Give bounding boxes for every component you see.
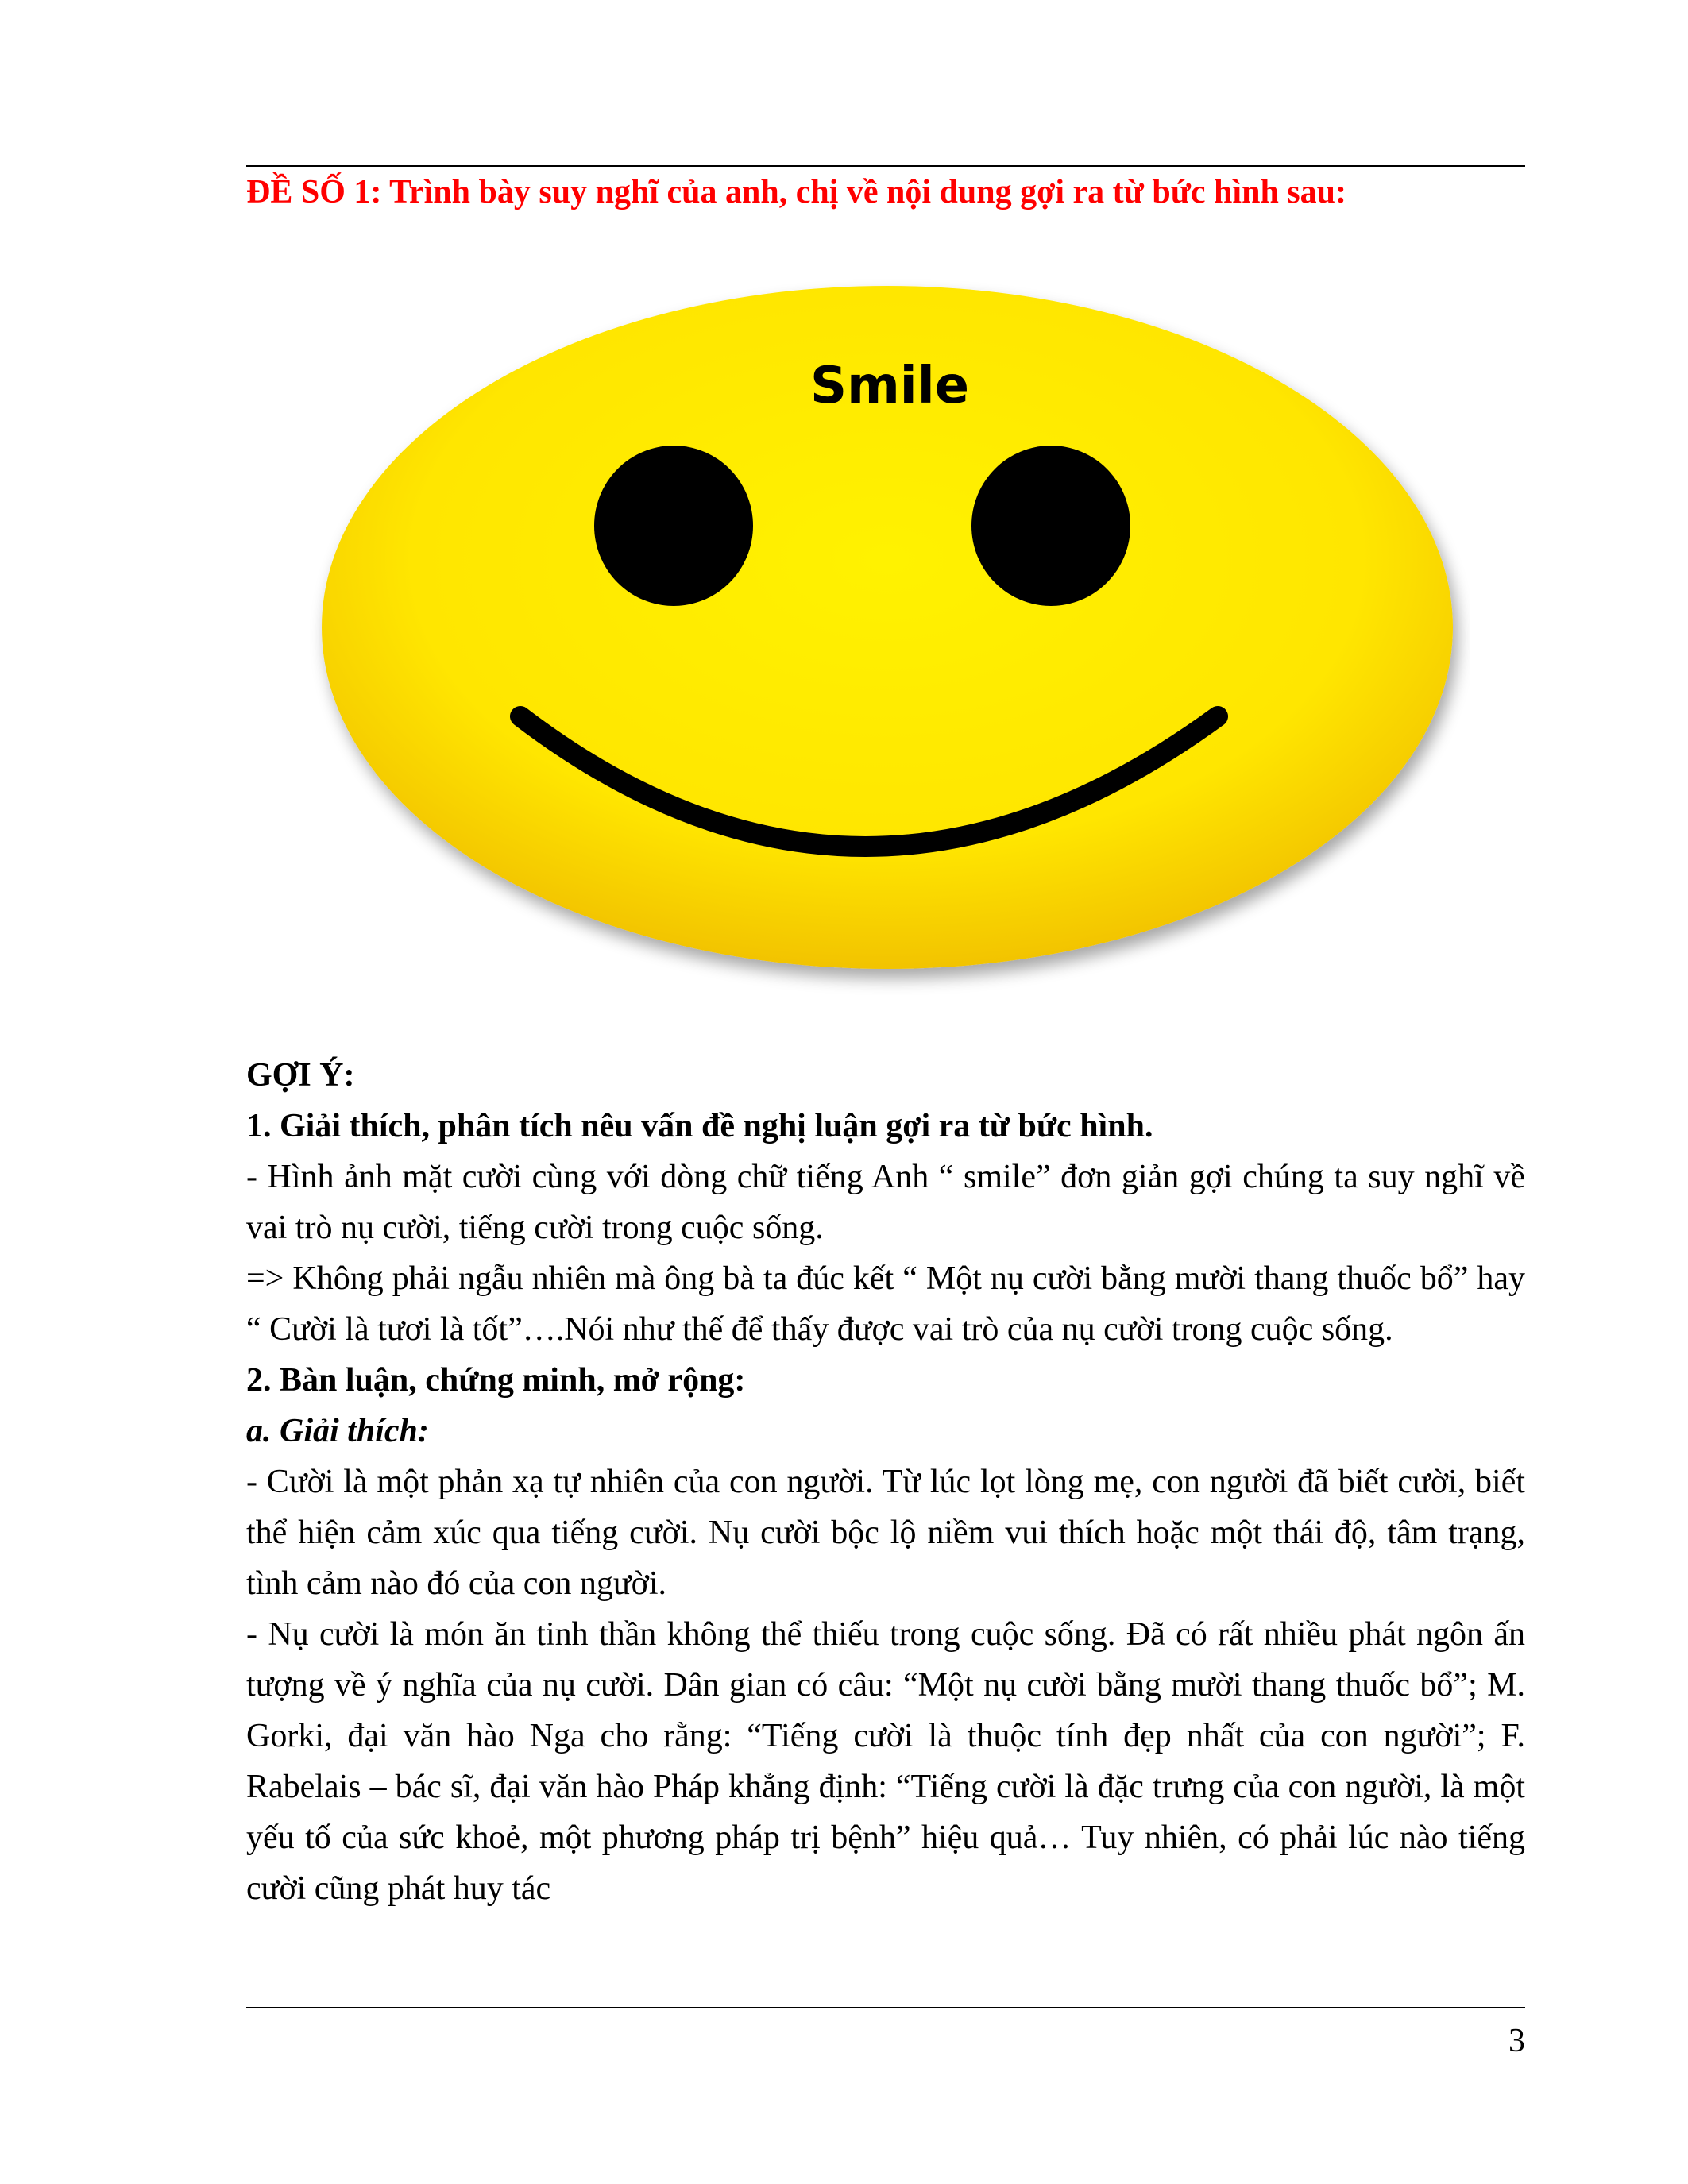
left-eye — [594, 446, 753, 606]
section-1-heading: 1. Giải thích, phân tích nêu vấn đề nghị luận gợi ra từ bức hình. — [246, 1108, 1153, 1144]
section-1-paragraph-1: - Hình ảnh mặt cười cùng với dòng chữ tiếng Anh “ smile” đơn giản gợi chúng ta suy nghĩ về vai trò nụ cười, tiếng cười trong cuộc sống. — [246, 1159, 1525, 1246]
right-eye — [971, 446, 1130, 606]
page-number: 3 — [1508, 2023, 1525, 2059]
section-1-paragraph-2: => Không phải ngẫu nhiên mà ông bà ta đúc kết “ Một nụ cười bằng mười thang thuốc bổ” hay “ Cười là tươi là tốt”….Nói như thế để thấy được vai trò của nụ cười trong cuộc sống. — [246, 1260, 1525, 1348]
section-2a-heading: a. Giải thích: — [246, 1413, 429, 1449]
hint-title: GỢI Ý: — [246, 1057, 355, 1094]
footer-rule — [246, 2007, 1525, 2008]
exam-title: ĐỀ SỐ 1: Trình bày suy nghĩ của anh, chị về nội dung gợi ra từ bức hình sau: — [246, 174, 1346, 210]
smile-label: Smile — [809, 357, 970, 415]
header-rule — [246, 165, 1525, 167]
section-2a-paragraph-2: - Nụ cười là món ăn tinh thần không thể thiếu trong cuộc sống. Đã có rất nhiều phát ngôn ấn tượng về ý nghĩa của nụ cười. Dân gian có câu: “Một nụ cười bằng mười thang thuốc bổ”; M. Gorki, đại văn hào Nga cho rằng: “Tiếng cười là thuộc tính đẹp nhất của con người”; F. Rabelais – bác sĩ, đại văn hào Pháp khẳng định: “Tiếng cười là đặc trưng của con người, là một yếu tố của sức khoẻ, một phương pháp trị bệnh” hiệu quả… Tuy nhiên, có phải lúc nào tiếng cười cũng phát huy tác — [246, 1616, 1525, 1907]
smiley-face-icon — [306, 254, 1470, 1017]
section-2-heading: 2. Bàn luận, chứng minh, mở rộng: — [246, 1362, 746, 1399]
document-body — [246, 1050, 1525, 1914]
section-2a-paragraph-1: - Cười là một phản xạ tự nhiên của con người. Từ lúc lọt lòng mẹ, con người đã biết cười, biết thể hiện cảm xúc qua tiếng cười. Nụ cười bộc lộ niềm vui thích hoặc một thái độ, tâm trạng, tình cảm nào đó của con người. — [246, 1464, 1525, 1602]
smiley-figure — [306, 254, 1470, 1017]
